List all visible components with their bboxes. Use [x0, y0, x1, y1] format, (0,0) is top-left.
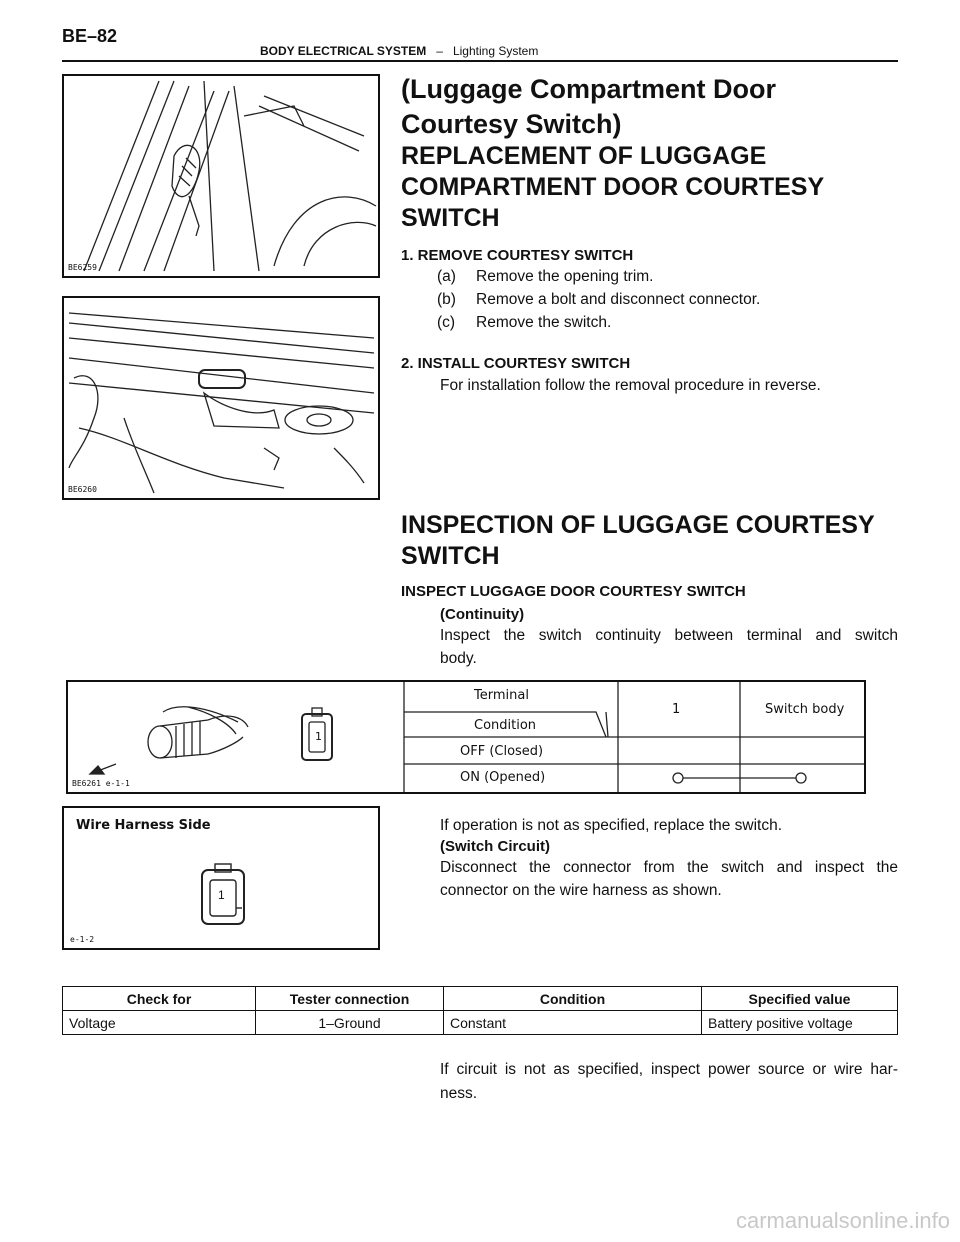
figure-switch-removal: [62, 296, 380, 500]
title-line-1: REPLACEMENT OF LUGGAGE: [401, 142, 767, 170]
step-1-heading: 1. REMOVE COURTESY SWITCH: [401, 247, 634, 264]
figure-3-code: BE6261 e-1-1: [72, 779, 130, 788]
circuit-text-line-2: connector on the wire harness as shown.: [440, 882, 722, 899]
continuity-col-2: Switch body: [765, 702, 845, 717]
step-1b-label: (b): [437, 291, 456, 308]
continuity-text-line-1: Inspect the switch continuity between terminal and switch: [440, 627, 898, 644]
circuit-label: (Switch Circuit): [440, 838, 551, 855]
spec-cell-specified-value: Battery positive voltage: [702, 1011, 898, 1035]
inspect-heading: INSPECT LUGGAGE DOOR COURTESY SWITCH: [401, 583, 746, 600]
figure-1-drawing: [64, 76, 378, 276]
figure-1-code: BE6259: [68, 263, 97, 272]
circuit-text-line-1: Disconnect the connector from the switch and inspect the: [440, 859, 898, 876]
subtitle-line-1: (Luggage Compartment Door: [401, 74, 776, 104]
figure-continuity-chart: [66, 680, 866, 794]
spec-header-specified-value: Specified value: [702, 987, 898, 1011]
inspection-title-line-2: SWITCH: [401, 542, 500, 570]
final-text-line-2: ness.: [440, 1085, 478, 1102]
continuity-header-condition: Condition: [474, 718, 537, 733]
spec-table: [62, 986, 898, 1035]
connector-pin-label: 1: [315, 730, 322, 743]
spec-header-tester-connection: Tester connection: [256, 987, 444, 1011]
subsection-name: Lighting System: [452, 44, 539, 58]
continuity-row-off: OFF (Closed): [460, 744, 544, 759]
continuity-col-1: 1: [672, 702, 681, 717]
spec-cell-condition: Constant: [444, 1011, 702, 1035]
continuity-row-on: ON (Opened): [460, 770, 546, 785]
figure-4-code: e-1-2: [70, 935, 95, 944]
subtitle-line-2: Courtesy Switch): [401, 109, 622, 139]
section-name: BODY ELECTRICAL SYSTEM: [260, 44, 427, 58]
header-rule: [62, 60, 898, 62]
step-1c-label: (c): [437, 314, 456, 331]
continuity-header-terminal: Terminal: [474, 688, 529, 703]
spec-cell-tester-connection: 1–Ground: [256, 1011, 444, 1035]
header-separator: –: [436, 44, 443, 58]
running-header: [260, 44, 538, 58]
continuity-label: (Continuity): [440, 606, 525, 623]
step-1c-text: Remove the switch.: [476, 314, 612, 331]
figure-wire-harness-side: [62, 806, 380, 950]
continuity-text-line-2: body.: [440, 650, 477, 667]
harness-pin-label: 1: [218, 888, 225, 902]
title-line-2: COMPARTMENT DOOR COURTESY: [401, 173, 825, 201]
page-number: BE–82: [62, 26, 118, 46]
step-2-text: For installation follow the removal procedure in reverse.: [440, 377, 821, 394]
spec-cell-check-for: Voltage: [63, 1011, 256, 1035]
spec-header-check-for: Check for: [63, 987, 256, 1011]
figure-2-code: BE6260: [68, 485, 97, 494]
inspection-title-line-1: INSPECTION OF LUGGAGE COURTESY: [401, 511, 875, 539]
step-1b-text: Remove a bolt and disconnect connector.: [476, 291, 761, 308]
wire-harness-label: Wire Harness Side: [76, 818, 211, 833]
spec-table-header-row: [63, 987, 898, 1011]
step-1a-label: (a): [437, 268, 456, 285]
step-2-heading: 2. INSTALL COURTESY SWITCH: [401, 355, 631, 372]
step-1a-text: Remove the opening trim.: [476, 268, 654, 285]
figure-luggage-door-switch-location: [62, 74, 380, 278]
spec-header-condition: Condition: [444, 987, 702, 1011]
table-row: [63, 1011, 898, 1035]
final-text-line-1: If circuit is not as specified, inspect power source or wire har-: [440, 1061, 898, 1078]
figure-2-drawing: [64, 298, 378, 498]
title-line-3: SWITCH: [401, 204, 500, 232]
not-specified-text: If operation is not as specified, replace the switch.: [440, 817, 783, 834]
watermark: carmanualsonline.info: [735, 1208, 950, 1233]
